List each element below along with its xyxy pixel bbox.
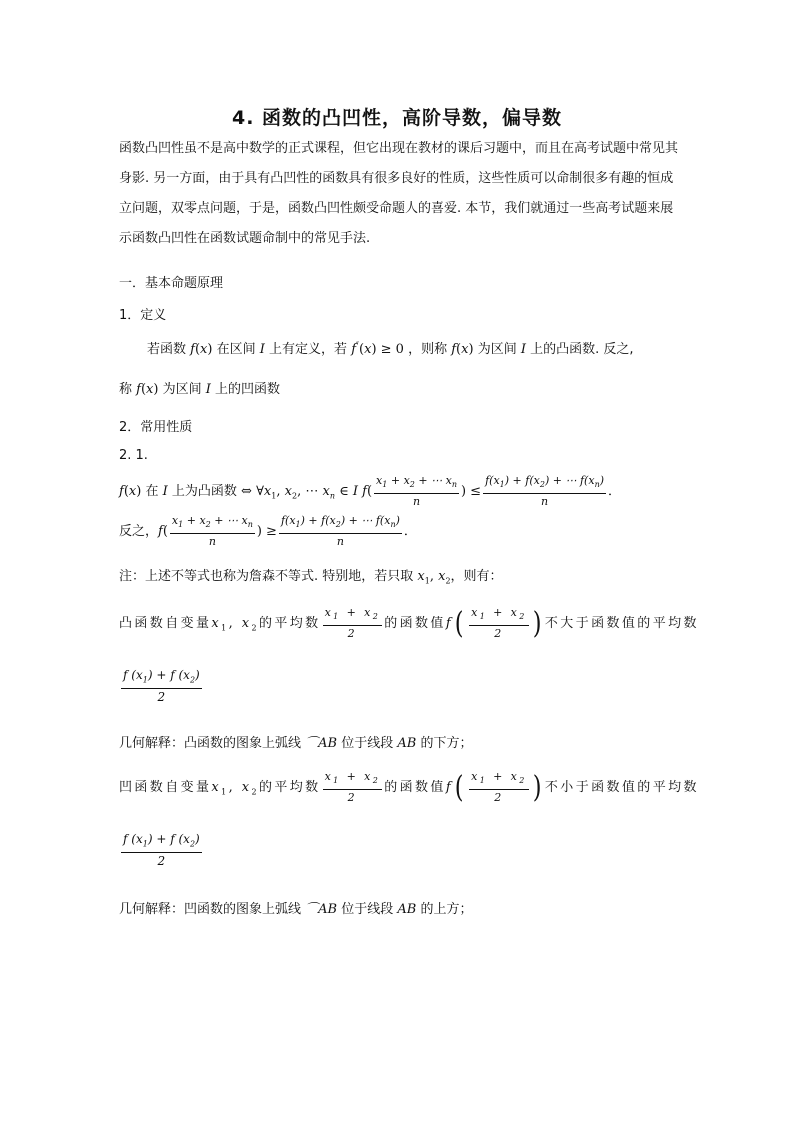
formula: 1 xyxy=(271,491,277,501)
formula: ( xyxy=(454,606,466,642)
formula: , xyxy=(429,569,439,584)
formula: f xyxy=(136,382,141,397)
formula: ⌒AB xyxy=(305,736,338,751)
text: 在 xyxy=(145,484,159,500)
formula: ∈ xyxy=(334,484,353,500)
text: 上有定义，若 xyxy=(269,342,348,357)
formula: ) xyxy=(207,342,213,357)
text: 几何解释：凹函数的图象上弧线 xyxy=(119,902,302,917)
text: ． xyxy=(403,524,417,540)
formula: ⇔ ∀ xyxy=(241,484,264,500)
convex-average-fraction xyxy=(119,668,204,704)
concave-average-fraction xyxy=(119,832,204,868)
formula: I f xyxy=(352,484,367,500)
formula: ) ≤ xyxy=(460,484,482,500)
formula: x xyxy=(146,382,154,397)
convex-midpoint-line xyxy=(119,606,699,641)
formula: 2 xyxy=(251,623,259,633)
fraction: $\frac{x_1 + x_2}{2}$ xyxy=(324,770,381,805)
text: 上的凹函数 xyxy=(215,382,281,397)
formula: , xyxy=(228,780,242,796)
formula: x xyxy=(211,780,222,796)
formula: ) xyxy=(532,606,544,642)
text: 反之， xyxy=(119,524,159,540)
formula: x xyxy=(211,616,222,632)
geometric-interpretation-concave xyxy=(119,898,473,917)
formula: I xyxy=(259,342,265,357)
formula: AB xyxy=(397,902,417,917)
definition-line-1 xyxy=(147,338,634,357)
formula: ⌒AB xyxy=(305,902,338,917)
formula: x xyxy=(417,569,425,584)
text: 几何解释：凸函数的图象上弧线 xyxy=(119,736,302,751)
formula: n xyxy=(329,491,335,501)
fraction: $\frac{x_1 + x_2 + \cdots x_n}{n}$ xyxy=(171,514,253,549)
text: 不小于函数值的平均数 xyxy=(544,780,699,796)
formula: x xyxy=(263,484,272,500)
definition-line-2 xyxy=(119,378,280,397)
formula: ( xyxy=(454,770,466,806)
geometric-interpretation-convex xyxy=(119,732,473,751)
subsection-2-1: 2. 1. xyxy=(119,448,148,463)
text: 的上方； xyxy=(420,902,473,917)
formula: f xyxy=(119,484,124,500)
formula: x xyxy=(241,780,252,796)
formula: x xyxy=(438,569,446,584)
text: 若函数 xyxy=(147,342,187,357)
text: 的函数值 xyxy=(384,616,446,632)
formula: x xyxy=(241,616,252,632)
text: ，则有： xyxy=(450,569,503,584)
formula: f xyxy=(445,780,454,796)
formula: 2 xyxy=(445,576,451,586)
text: ，则称 xyxy=(408,342,448,357)
text: 为区间 xyxy=(162,382,202,397)
fraction: $\frac{x_1 + x_2}{2}$ xyxy=(324,606,381,641)
text: 上为凸函数 xyxy=(171,484,237,500)
formula: 2 xyxy=(291,491,298,501)
text: 在区间 xyxy=(216,342,256,357)
formula: ″ xyxy=(356,340,360,350)
text: 凹函数自变量 xyxy=(119,780,212,796)
formula: ) ≥ 0 xyxy=(371,342,404,357)
text: 的平均数 xyxy=(258,780,321,796)
subsection-properties: 2．常用性质 xyxy=(119,420,193,435)
text: ． xyxy=(608,484,622,500)
text: 位于线段 xyxy=(341,736,394,751)
formula: ) ≥ xyxy=(256,524,277,540)
concave-midpoint-line xyxy=(119,770,699,805)
fraction: $\frac{x_1 + x_2}{2}$ xyxy=(471,770,527,805)
formula: x xyxy=(461,342,469,357)
text: 为区间 xyxy=(477,342,517,357)
formula: ( xyxy=(194,342,201,357)
page-title: 4. 函数的凸凹性，高阶导数，偏导数 xyxy=(231,107,563,129)
formula: f xyxy=(190,342,195,357)
subsection-definition: 1．定义 xyxy=(119,308,167,323)
formula: x xyxy=(364,342,372,357)
intro-paragraph: 函数凸凹性虽不是高中数学的正式课程，但它出现在教材的课后习题中，而且在高考试题中常见其身影. 另一方面，由于具有凸凹性的函数具有很多良好的性质，这些性质可以命制很多有趣的恒成立问题，双零点问题，于是，函数凸凹性颇受命题人的喜爱. 本节，我们就通过一些高考试题来展示函数凸凹性在函数试题命制中的常见手法. xyxy=(119,141,679,246)
text: 注：上述不等式也称为詹森不等式. 特别地，若只取 xyxy=(119,569,414,584)
formula: , xyxy=(276,484,285,500)
formula: 1 xyxy=(424,576,430,586)
text: 的下方； xyxy=(420,736,473,751)
formula: I xyxy=(205,382,211,397)
formula: x xyxy=(322,484,330,500)
formula: 1 xyxy=(221,787,229,797)
formula: 1 xyxy=(221,623,229,633)
fraction: $\frac{f (x_1) + f (x_2)}{2}$ xyxy=(123,668,200,705)
text: 不大于函数值的平均数 xyxy=(544,616,699,632)
jensen-converse xyxy=(119,514,417,549)
text: 上的凸函数. 反之, xyxy=(530,342,634,357)
fraction: $\frac{f(x_1) + f(x_2) + \cdots f(x_n)}{n}$ xyxy=(485,474,605,509)
formula: x xyxy=(128,484,137,500)
fraction: $\frac{x_1 + x_2}{2}$ xyxy=(471,606,527,641)
formula: f xyxy=(451,342,457,357)
formula: ) xyxy=(532,770,544,806)
formula: ( xyxy=(140,382,147,397)
formula: , ⋯ xyxy=(297,484,323,500)
text: 的函数值 xyxy=(384,780,446,796)
fraction: $\frac{f(x_1) + f(x_2) + \cdots f(x_n)}{n}$ xyxy=(280,514,400,549)
fraction: $\frac{f (x_1) + f (x_2)}{2}$ xyxy=(123,832,200,869)
formula: f xyxy=(445,616,454,632)
text: 称 xyxy=(119,382,133,397)
formula: ( xyxy=(456,342,462,357)
text: 凸函数自变量 xyxy=(119,616,212,632)
formula: I xyxy=(162,484,168,500)
formula: I xyxy=(520,342,526,357)
formula: ) xyxy=(153,382,159,397)
jensen-inequality xyxy=(119,474,621,509)
text: 位于线段 xyxy=(341,902,394,917)
formula: f xyxy=(158,524,163,540)
formula: x xyxy=(200,342,208,357)
formula: ( xyxy=(366,484,373,500)
text: 的平均数 xyxy=(258,616,321,632)
formula: x xyxy=(284,484,292,500)
formula: ( xyxy=(162,524,168,540)
fraction: $\frac{x_1 + x_2 + \cdots x_n}{n}$ xyxy=(376,474,457,509)
section-heading-1: 一．基本命题原理 xyxy=(119,276,224,291)
formula: f xyxy=(351,342,357,357)
formula: ) xyxy=(468,342,474,357)
formula: , xyxy=(228,616,242,632)
formula: 2 xyxy=(251,787,259,797)
formula: ) xyxy=(136,484,142,500)
formula: ( xyxy=(123,484,129,500)
formula: ( xyxy=(359,342,365,357)
note-line xyxy=(119,565,503,586)
formula: AB xyxy=(397,736,417,751)
